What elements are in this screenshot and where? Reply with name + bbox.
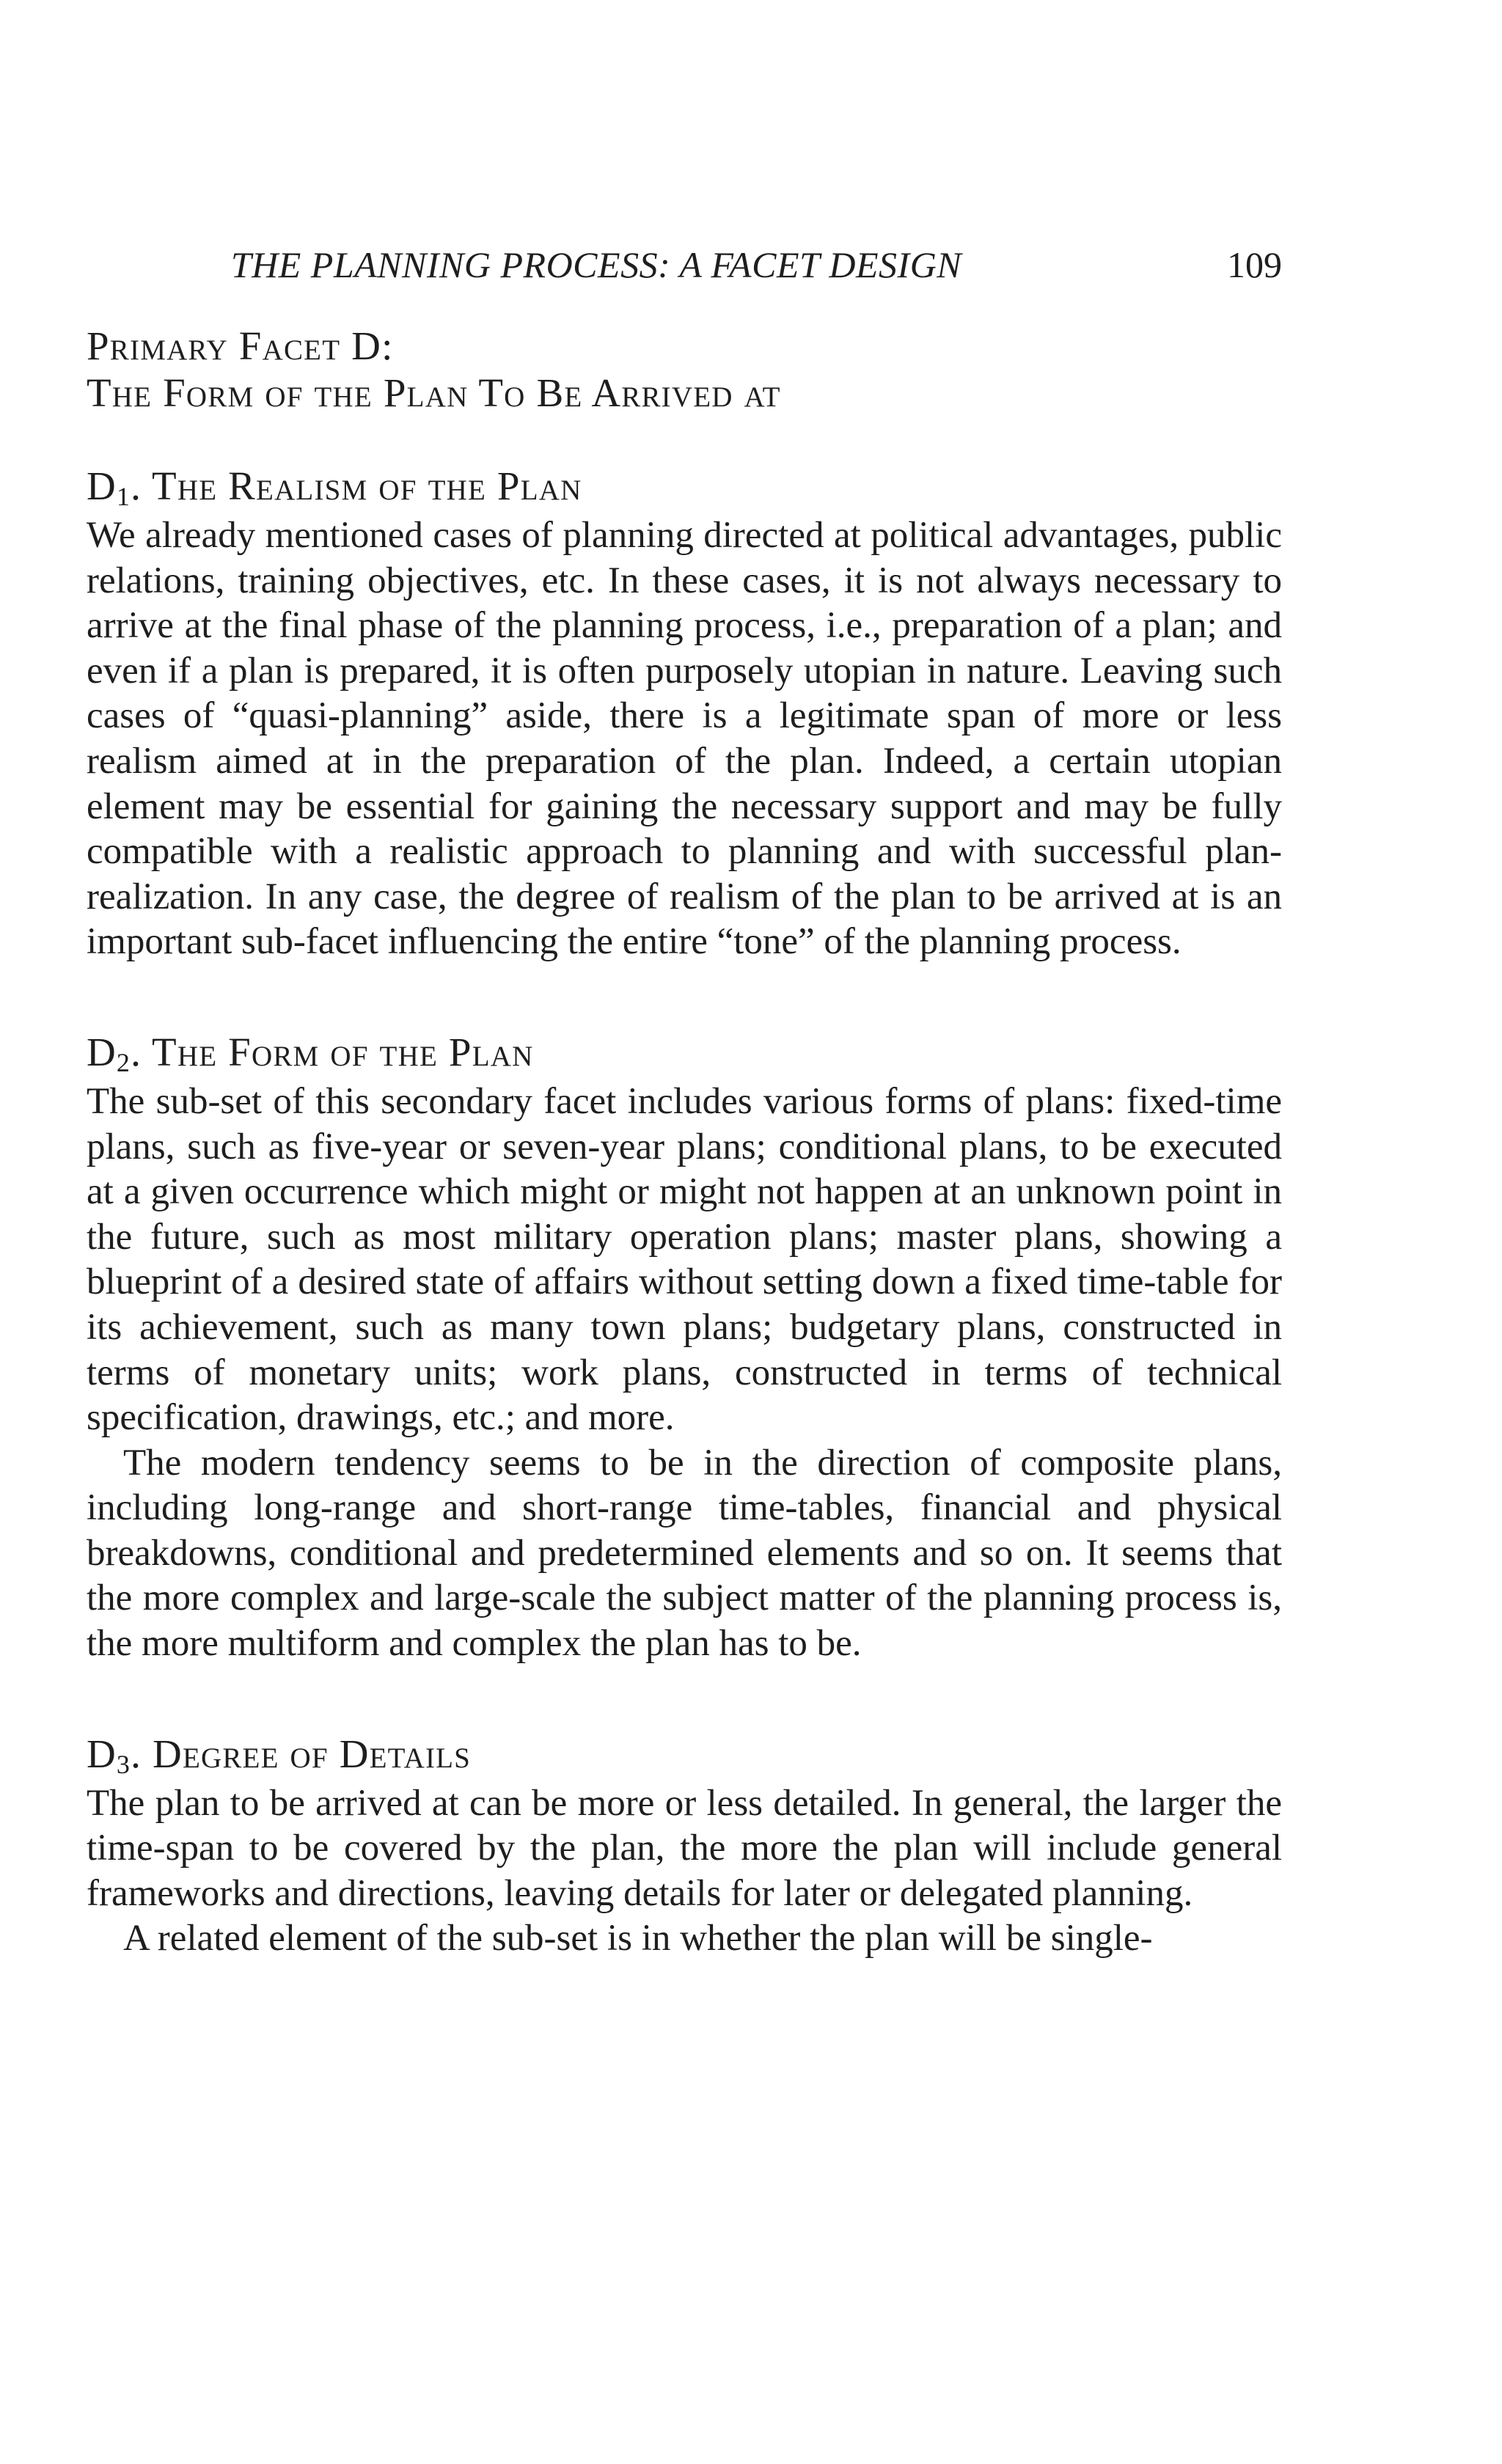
- section-d3-letter: D: [87, 1731, 117, 1776]
- running-title: THE PLANNING PROCESS: A FACET DESIGN: [230, 244, 962, 285]
- section-d1-heading: [87, 462, 1282, 510]
- primary-facet-heading: [87, 323, 1282, 417]
- running-head: [87, 239, 1282, 290]
- section-d1-title: . The Realism of the Plan: [131, 463, 582, 508]
- primary-facet-heading-line-1: Primary Facet D:: [87, 323, 394, 368]
- section-d1-letter: D: [87, 463, 117, 508]
- section-d1-subscript: 1: [116, 482, 131, 511]
- page-number: 109: [1227, 244, 1282, 285]
- section-d2-heading: [87, 1028, 1282, 1077]
- section-d1: [87, 462, 1282, 965]
- section-d3-paragraph-2: A related element of the sub-set is in whether the plan will be single-: [123, 1918, 1153, 1959]
- section-d2-title: . The Form of the Plan: [131, 1029, 534, 1074]
- section-d2: [87, 1028, 1282, 1667]
- section-d3-paragraph-1: The plan to be arrived at can be more or less detailed. In general, the larger the time-span to be covered by the plan, the more the plan will include general frameworks and directions, leaving details for later or delegated planning.: [87, 1782, 1282, 1914]
- section-d1-paragraph-1: We already mentioned cases of planning directed at political advantages, public relations, training objectives, etc. In these cases, it is not always necessary to arrive at the final phase of the planning process, i.e., preparation of a plan; and even if a plan is prepared, it is often purposely utopian in nature. Leaving such cases of “quasi-planning” aside, there is a legitimate span of more or less realism aimed at in the preparation of the plan. Indeed, a certain utopian element may be essential for gaining the necessary support and may be fully compatible with a realistic approach to planning and with successful plan-realization. In any case, the degree of realism of the plan to be arrived at is an important sub-facet influencing the entire “tone” of the planning process.: [87, 515, 1282, 963]
- section-d3-title: . Degree of Details: [131, 1731, 472, 1776]
- section-d2-subscript: 2: [116, 1047, 131, 1077]
- section-d2-paragraph-1: The sub-set of this secondary facet includes various forms of plans: fixed-time plans, such as five-year or seven-year plans; conditional plans, to be executed at a given occurrence which might or might not happen at an unknown point in the future, such as most military operation plans; master plans, showing a blueprint of a desired state of affairs without setting down a fixed time-table for its achievement, such as many town plans; budgetary plans, constructed in terms of monetary units; work plans, constructed in terms of technical specification, drawings, etc.; and more.: [87, 1080, 1282, 1439]
- section-d3: [87, 1730, 1282, 1962]
- section-d3-heading: [87, 1730, 1282, 1778]
- primary-facet-heading-line-2: The Form of the Plan To Be Arrived at: [87, 370, 781, 415]
- section-d3-subscript: 3: [116, 1749, 131, 1779]
- page-body: [87, 323, 1282, 2025]
- section-d2-paragraph-2: The modern tendency seems to be in the direction of composite plans, including long-range and short-range time-tables, financial and physical breakdowns, conditional and predetermined elements and so on. It seems that the more complex and large-scale the subject matter of the planning process is, the more multiform and complex the plan has to be.: [87, 1442, 1282, 1665]
- section-d2-letter: D: [87, 1029, 117, 1074]
